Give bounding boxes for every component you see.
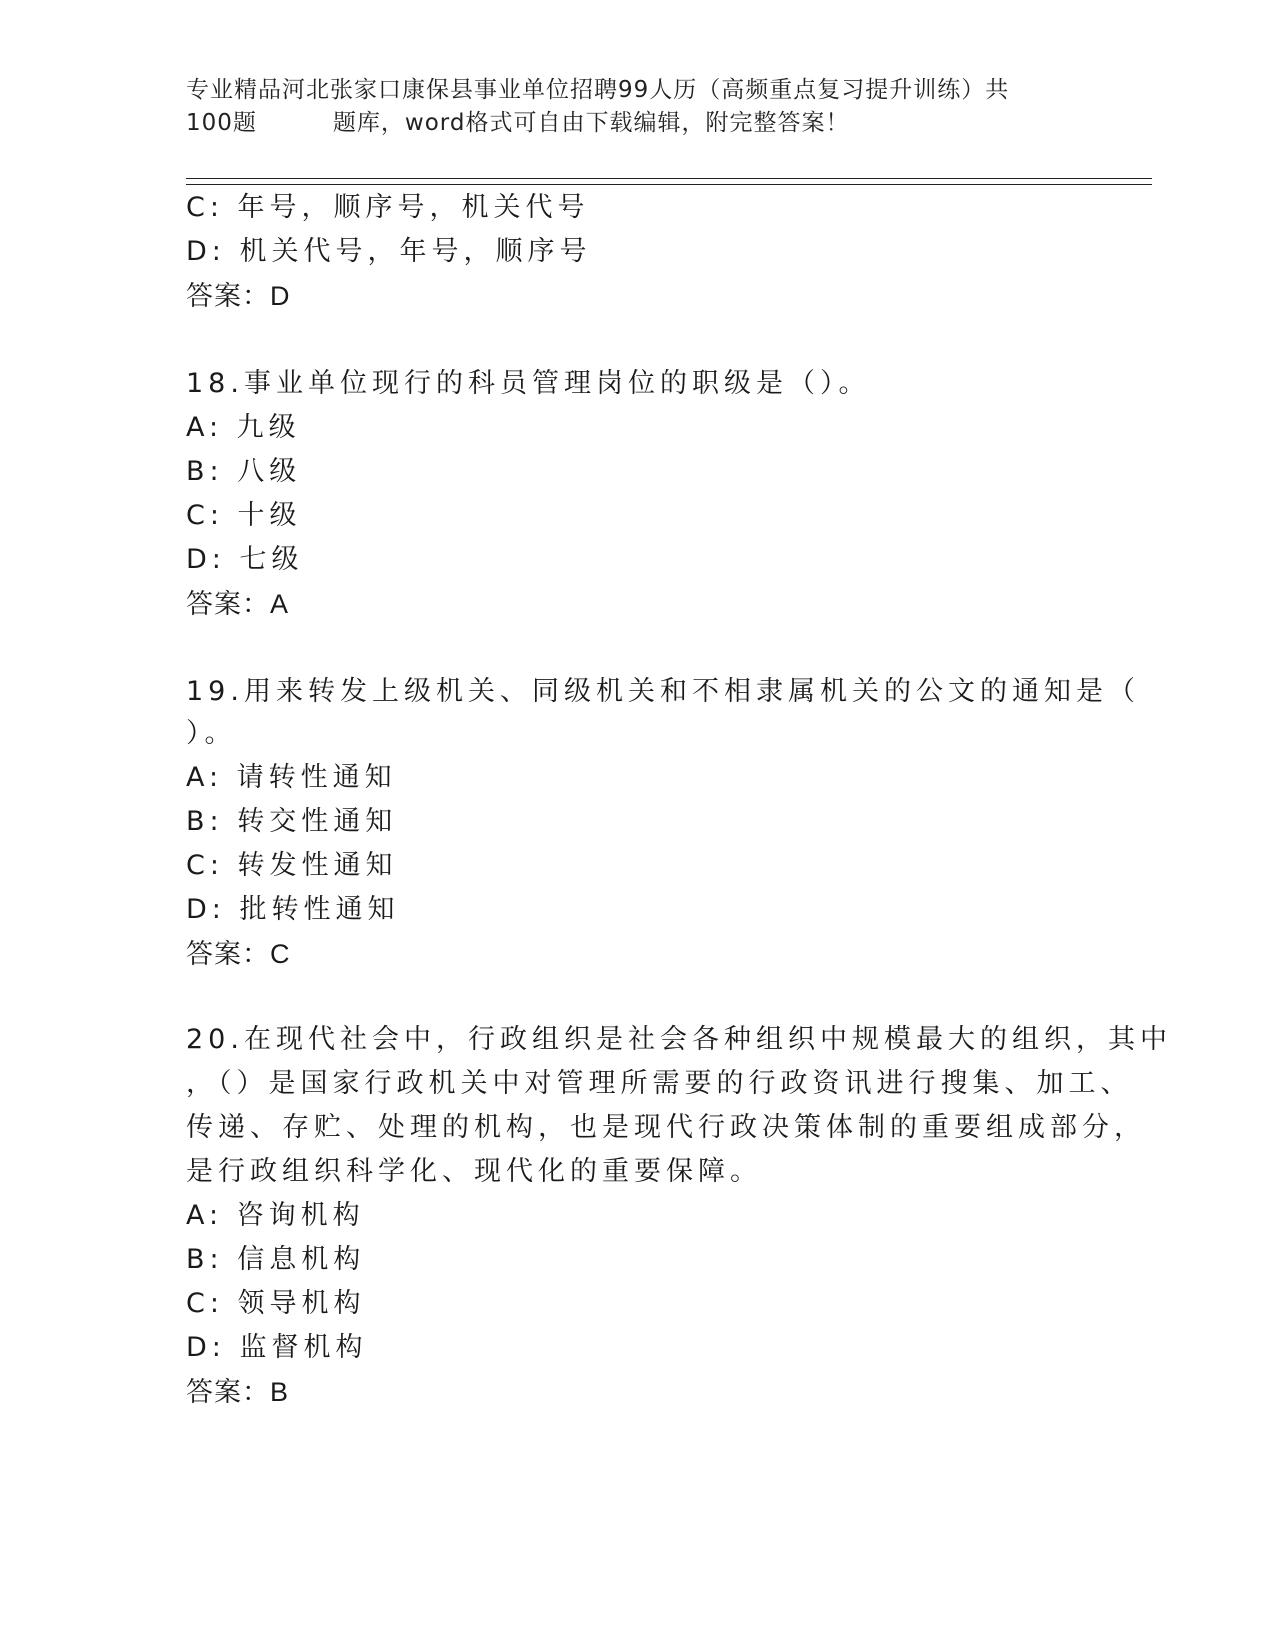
- header-divider-bottom: [186, 184, 1152, 185]
- q20-option-c: C: 领导机构: [186, 1288, 366, 1319]
- header-title-line-2: [186, 107, 1106, 140]
- q17-answer: 答案：D: [186, 281, 291, 311]
- q19-option-b: B: 转交性通知: [186, 806, 398, 837]
- header-title-line-1: 专业精品河北张家口康保县事业单位招聘99人历（高频重点复习提升训练）共: [186, 77, 1010, 103]
- q19-option-d: D: 批转性通知: [186, 894, 400, 925]
- q20-question-line-2: ，（）是国家行政机关中对管理所需要的行政资讯进行搜集、加工、: [186, 1068, 1133, 1099]
- header-description: 题库，word格式可自由下载编辑，附完整答案！: [332, 110, 850, 136]
- q19-answer: 答案：C: [186, 939, 291, 969]
- q18-option-d: D: 七级: [186, 544, 304, 575]
- q20-answer: 答案：B: [186, 1377, 290, 1407]
- q19-option-a: A: 请转性通知: [186, 762, 397, 793]
- q17-option-d: D: 机关代号，年号，顺序号: [186, 236, 592, 267]
- header-divider-top: [186, 178, 1152, 179]
- q19-option-c: C: 转发性通知: [186, 850, 398, 881]
- document-header: [186, 74, 1106, 140]
- q20-option-b: B: 信息机构: [186, 1244, 366, 1275]
- q18-answer: 答案：A: [186, 589, 290, 619]
- q20-option-d: D: 监督机构: [186, 1332, 368, 1363]
- q19-question-line-1: 19.用来转发上级机关、同级机关和不相隶属机关的公文的通知是（: [186, 676, 1140, 707]
- q20-question-line-1: 20.在现代社会中，行政组织是社会各种组织中规模最大的组织，其中: [186, 1024, 1172, 1055]
- q20-option-a: A: 咨询机构: [186, 1200, 365, 1231]
- q18-option-b: B: 八级: [186, 456, 302, 487]
- q18-option-c: C: 十级: [186, 500, 302, 531]
- q20-question-line-4: 是行政组织科学化、现代化的重要保障。: [186, 1156, 762, 1187]
- q18-question: 18.事业单位现行的科员管理岗位的职级是（）。: [186, 368, 871, 399]
- header-question-count: 100题: [186, 110, 257, 136]
- q20-question-line-3: 传递、存贮、处理的机构，也是现代行政决策体制的重要组成部分，: [186, 1112, 1146, 1143]
- q17-option-c: C: 年号，顺序号，机关代号: [186, 192, 590, 223]
- q19-question-line-2: ）。: [186, 718, 237, 749]
- q18-option-a: A: 九级: [186, 412, 301, 443]
